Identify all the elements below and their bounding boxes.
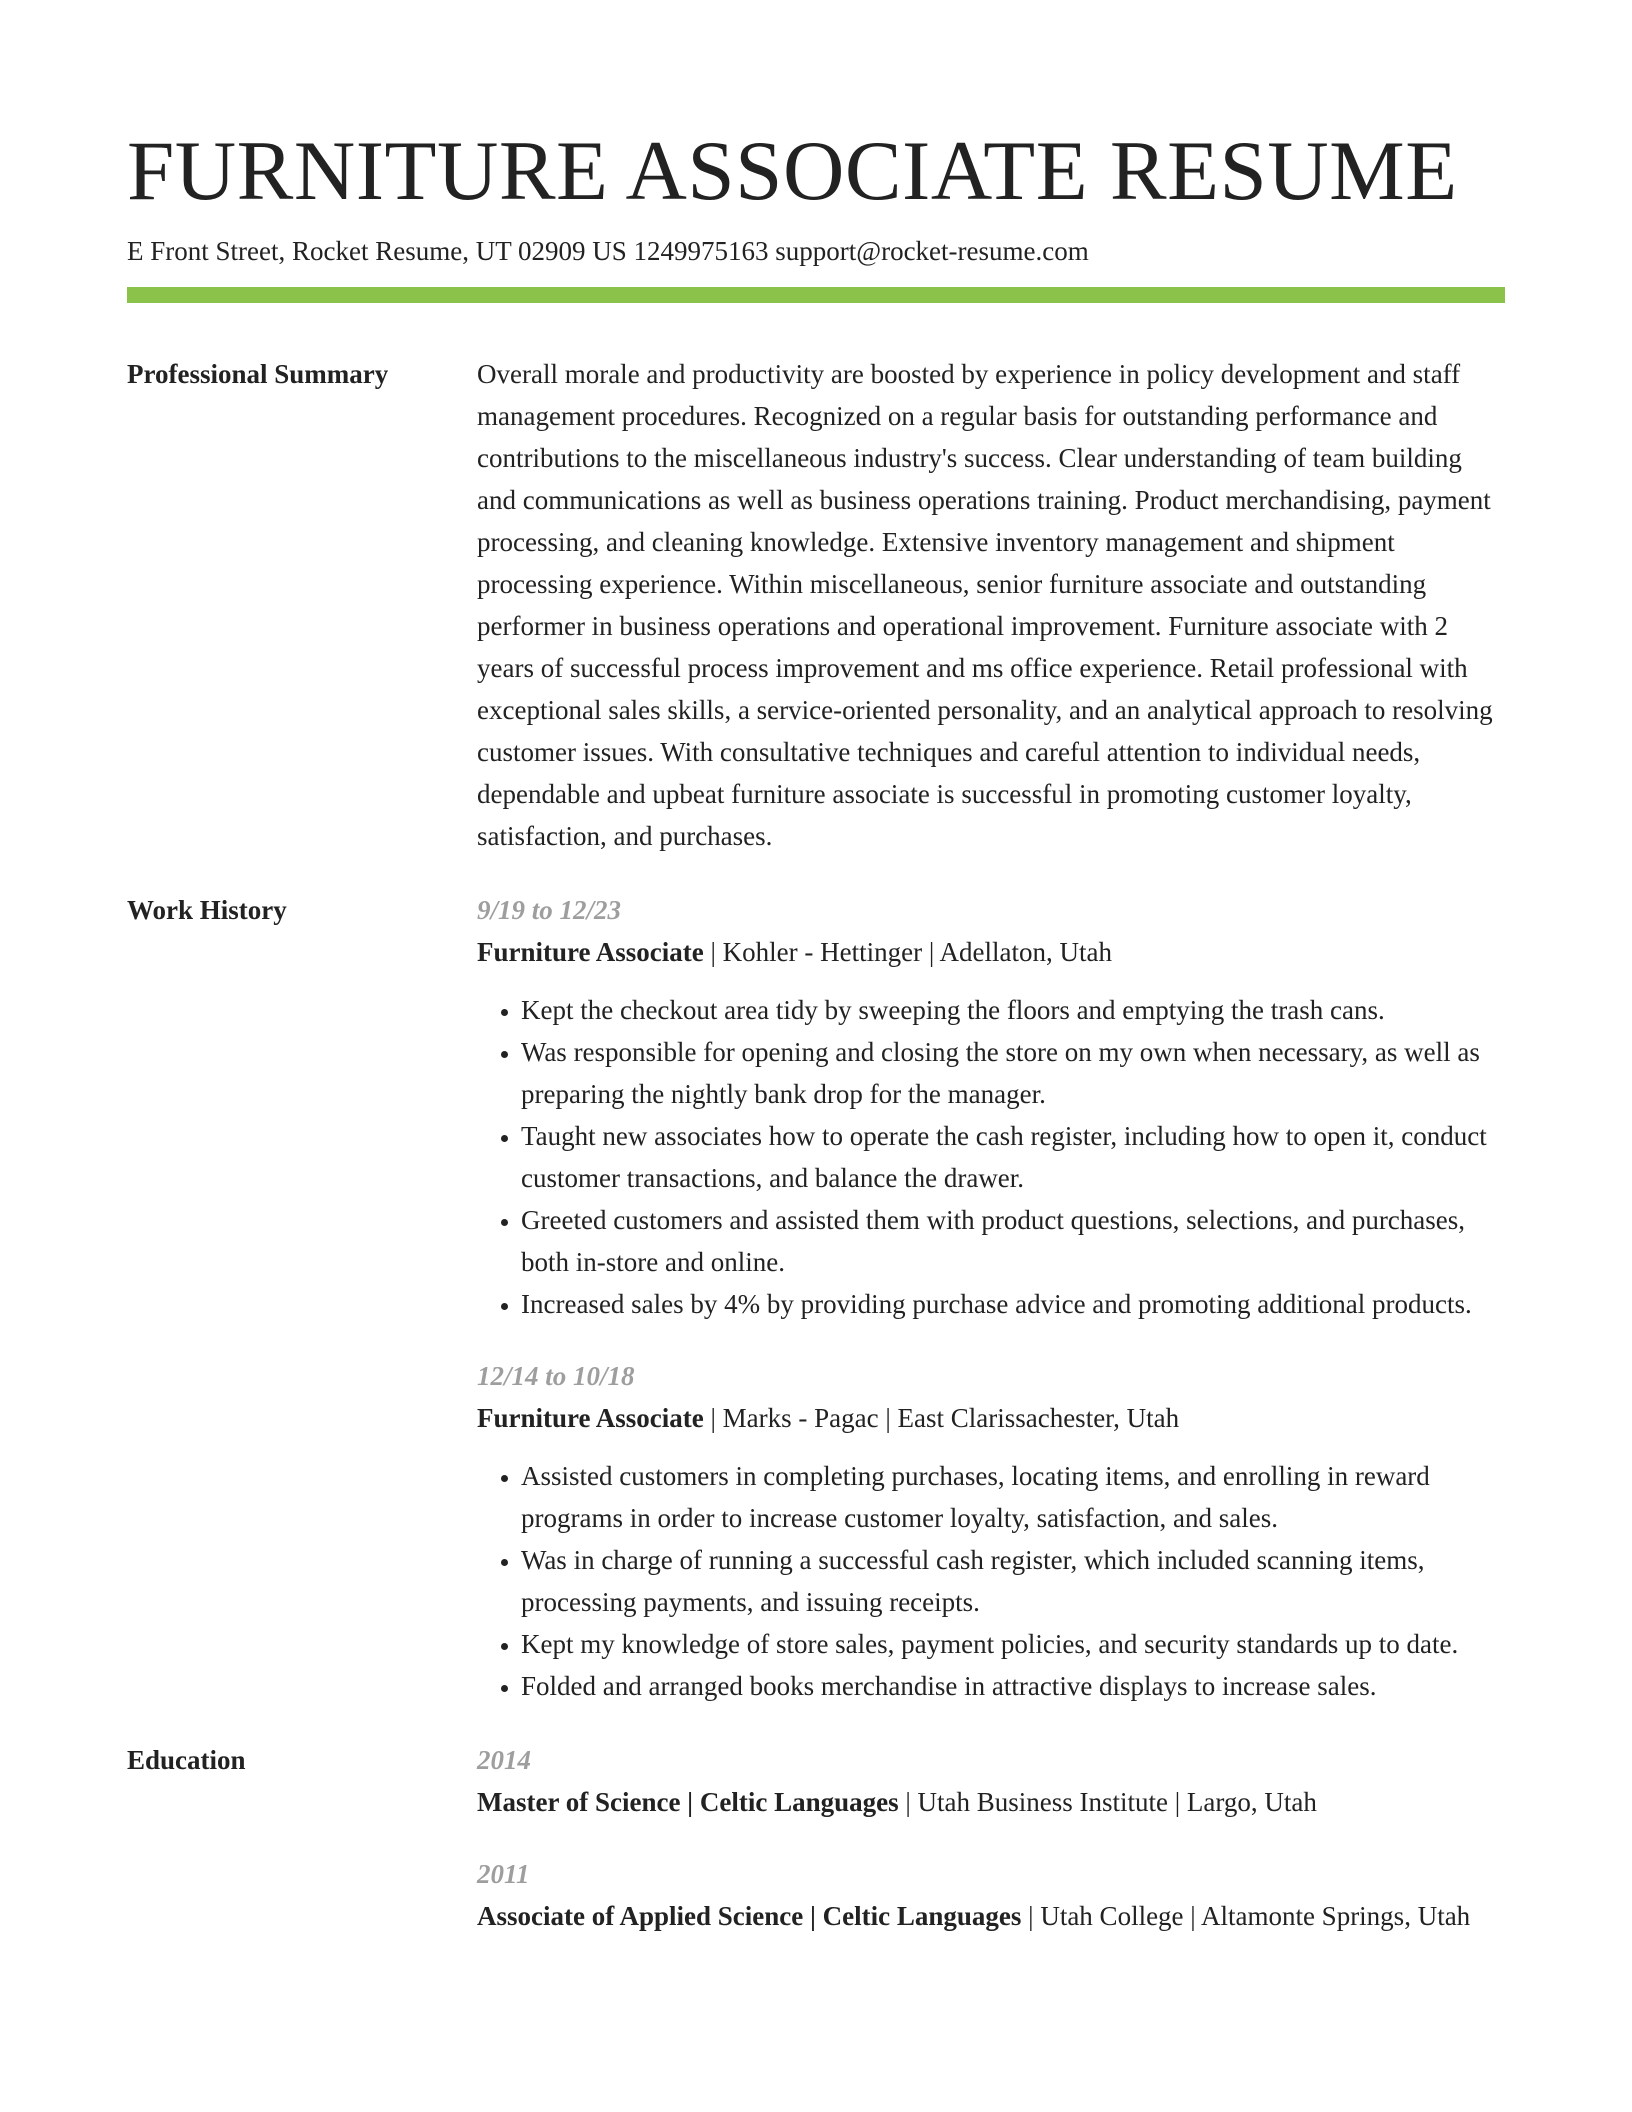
job-duty: • Was in charge of running a successful cash register, which included scanning items, processing payments, and issuing receipts. <box>521 1539 1505 1623</box>
education-section <box>127 1739 1505 1937</box>
job-duty: • Folded and arranged books merchandise in attractive displays to increase sales. <box>521 1665 1505 1707</box>
job-duty: • Kept my knowledge of store sales, payment policies, and security standards up to date. <box>521 1623 1505 1665</box>
job-duty: • Kept the checkout area tidy by sweeping the floors and emptying the trash cans. <box>521 989 1505 1031</box>
job-duties-list <box>477 989 1505 1325</box>
summary-section <box>127 353 1505 857</box>
contact-line: E Front Street, Rocket Resume, UT 02909 US 1249975163 support@rocket-resume.com <box>127 236 1089 266</box>
accent-divider <box>127 287 1505 303</box>
school-details: | Utah Business Institute | Largo, Utah <box>898 1787 1317 1817</box>
job-entry <box>477 889 1505 1325</box>
job-dates: 12/14 to 10/18 <box>477 1361 635 1391</box>
job-duty: • Was responsible for opening and closing the store on my own when necessary, as well as preparing the nightly bank drop for the manager. <box>521 1031 1505 1115</box>
section-label-summary: Professional Summary <box>127 359 389 389</box>
job-details: | Kohler - Hettinger | Adellaton, Utah <box>703 937 1112 967</box>
degree-title: Associate of Applied Science | Celtic Languages <box>477 1901 1022 1931</box>
education-entry <box>477 1739 1505 1823</box>
job-duty: • Increased sales by 4% by providing purchase advice and promoting additional products. <box>521 1283 1505 1325</box>
section-label-work-history: Work History <box>127 895 287 925</box>
job-duties-list <box>477 1455 1505 1707</box>
job-duty: • Taught new associates how to operate the cash register, including how to open it, conduct customer transactions, and balance the drawer. <box>521 1115 1505 1199</box>
degree-title: Master of Science | Celtic Languages <box>477 1787 899 1817</box>
job-heading <box>477 931 1505 973</box>
education-entry <box>477 1853 1505 1937</box>
job-duty: • Assisted customers in completing purchases, locating items, and enrolling in reward programs in order to increase customer loyalty, satisfaction, and sales. <box>521 1455 1505 1539</box>
job-title: Furniture Associate <box>477 937 704 967</box>
education-heading <box>477 1781 1505 1823</box>
resume-title: FURNITURE ASSOCIATE RESUME <box>127 124 1458 218</box>
section-label-education: Education <box>127 1745 246 1775</box>
job-details: | Marks - Pagac | East Clarissachester, Utah <box>703 1403 1180 1433</box>
summary-body <box>477 353 1505 857</box>
work-history-section <box>127 889 1505 1707</box>
education-year: 2011 <box>477 1859 530 1889</box>
school-details: | Utah College | Altamonte Springs, Utah <box>1021 1901 1471 1931</box>
job-title: Furniture Associate <box>477 1403 704 1433</box>
job-dates: 9/19 to 12/23 <box>477 895 622 925</box>
job-heading <box>477 1397 1505 1439</box>
education-year: 2014 <box>477 1745 531 1775</box>
education-body <box>477 1739 1505 1937</box>
job-duty: • Greeted customers and assisted them with product questions, selections, and purchases, both in-store and online. <box>521 1199 1505 1283</box>
work-history-body <box>477 889 1505 1707</box>
summary-text: Overall morale and productivity are boosted by experience in policy development and staff management procedures. Recognized on a regular basis for outstanding performance and contributions to the miscellaneous industry's success. Clear understanding of team building and communications as well as business operations training. Product merchandising, payment processing, and cleaning knowledge. Extensive inventory management and shipment processing experience. Within miscellaneous, senior furniture associate and outstanding performer in business operations and operational improvement. Furniture associate with 2 years of successful process improvement and ms office experience. Retail professional with exceptional sales skills, a service-oriented personality, and an analytical approach to resolving customer issues. With consultative techniques and careful attention to individual needs, dependable and upbeat furniture associate is successful in promoting customer loyalty, satisfaction, and purchases. <box>477 359 1493 851</box>
job-entry <box>477 1355 1505 1707</box>
education-heading <box>477 1895 1505 1937</box>
